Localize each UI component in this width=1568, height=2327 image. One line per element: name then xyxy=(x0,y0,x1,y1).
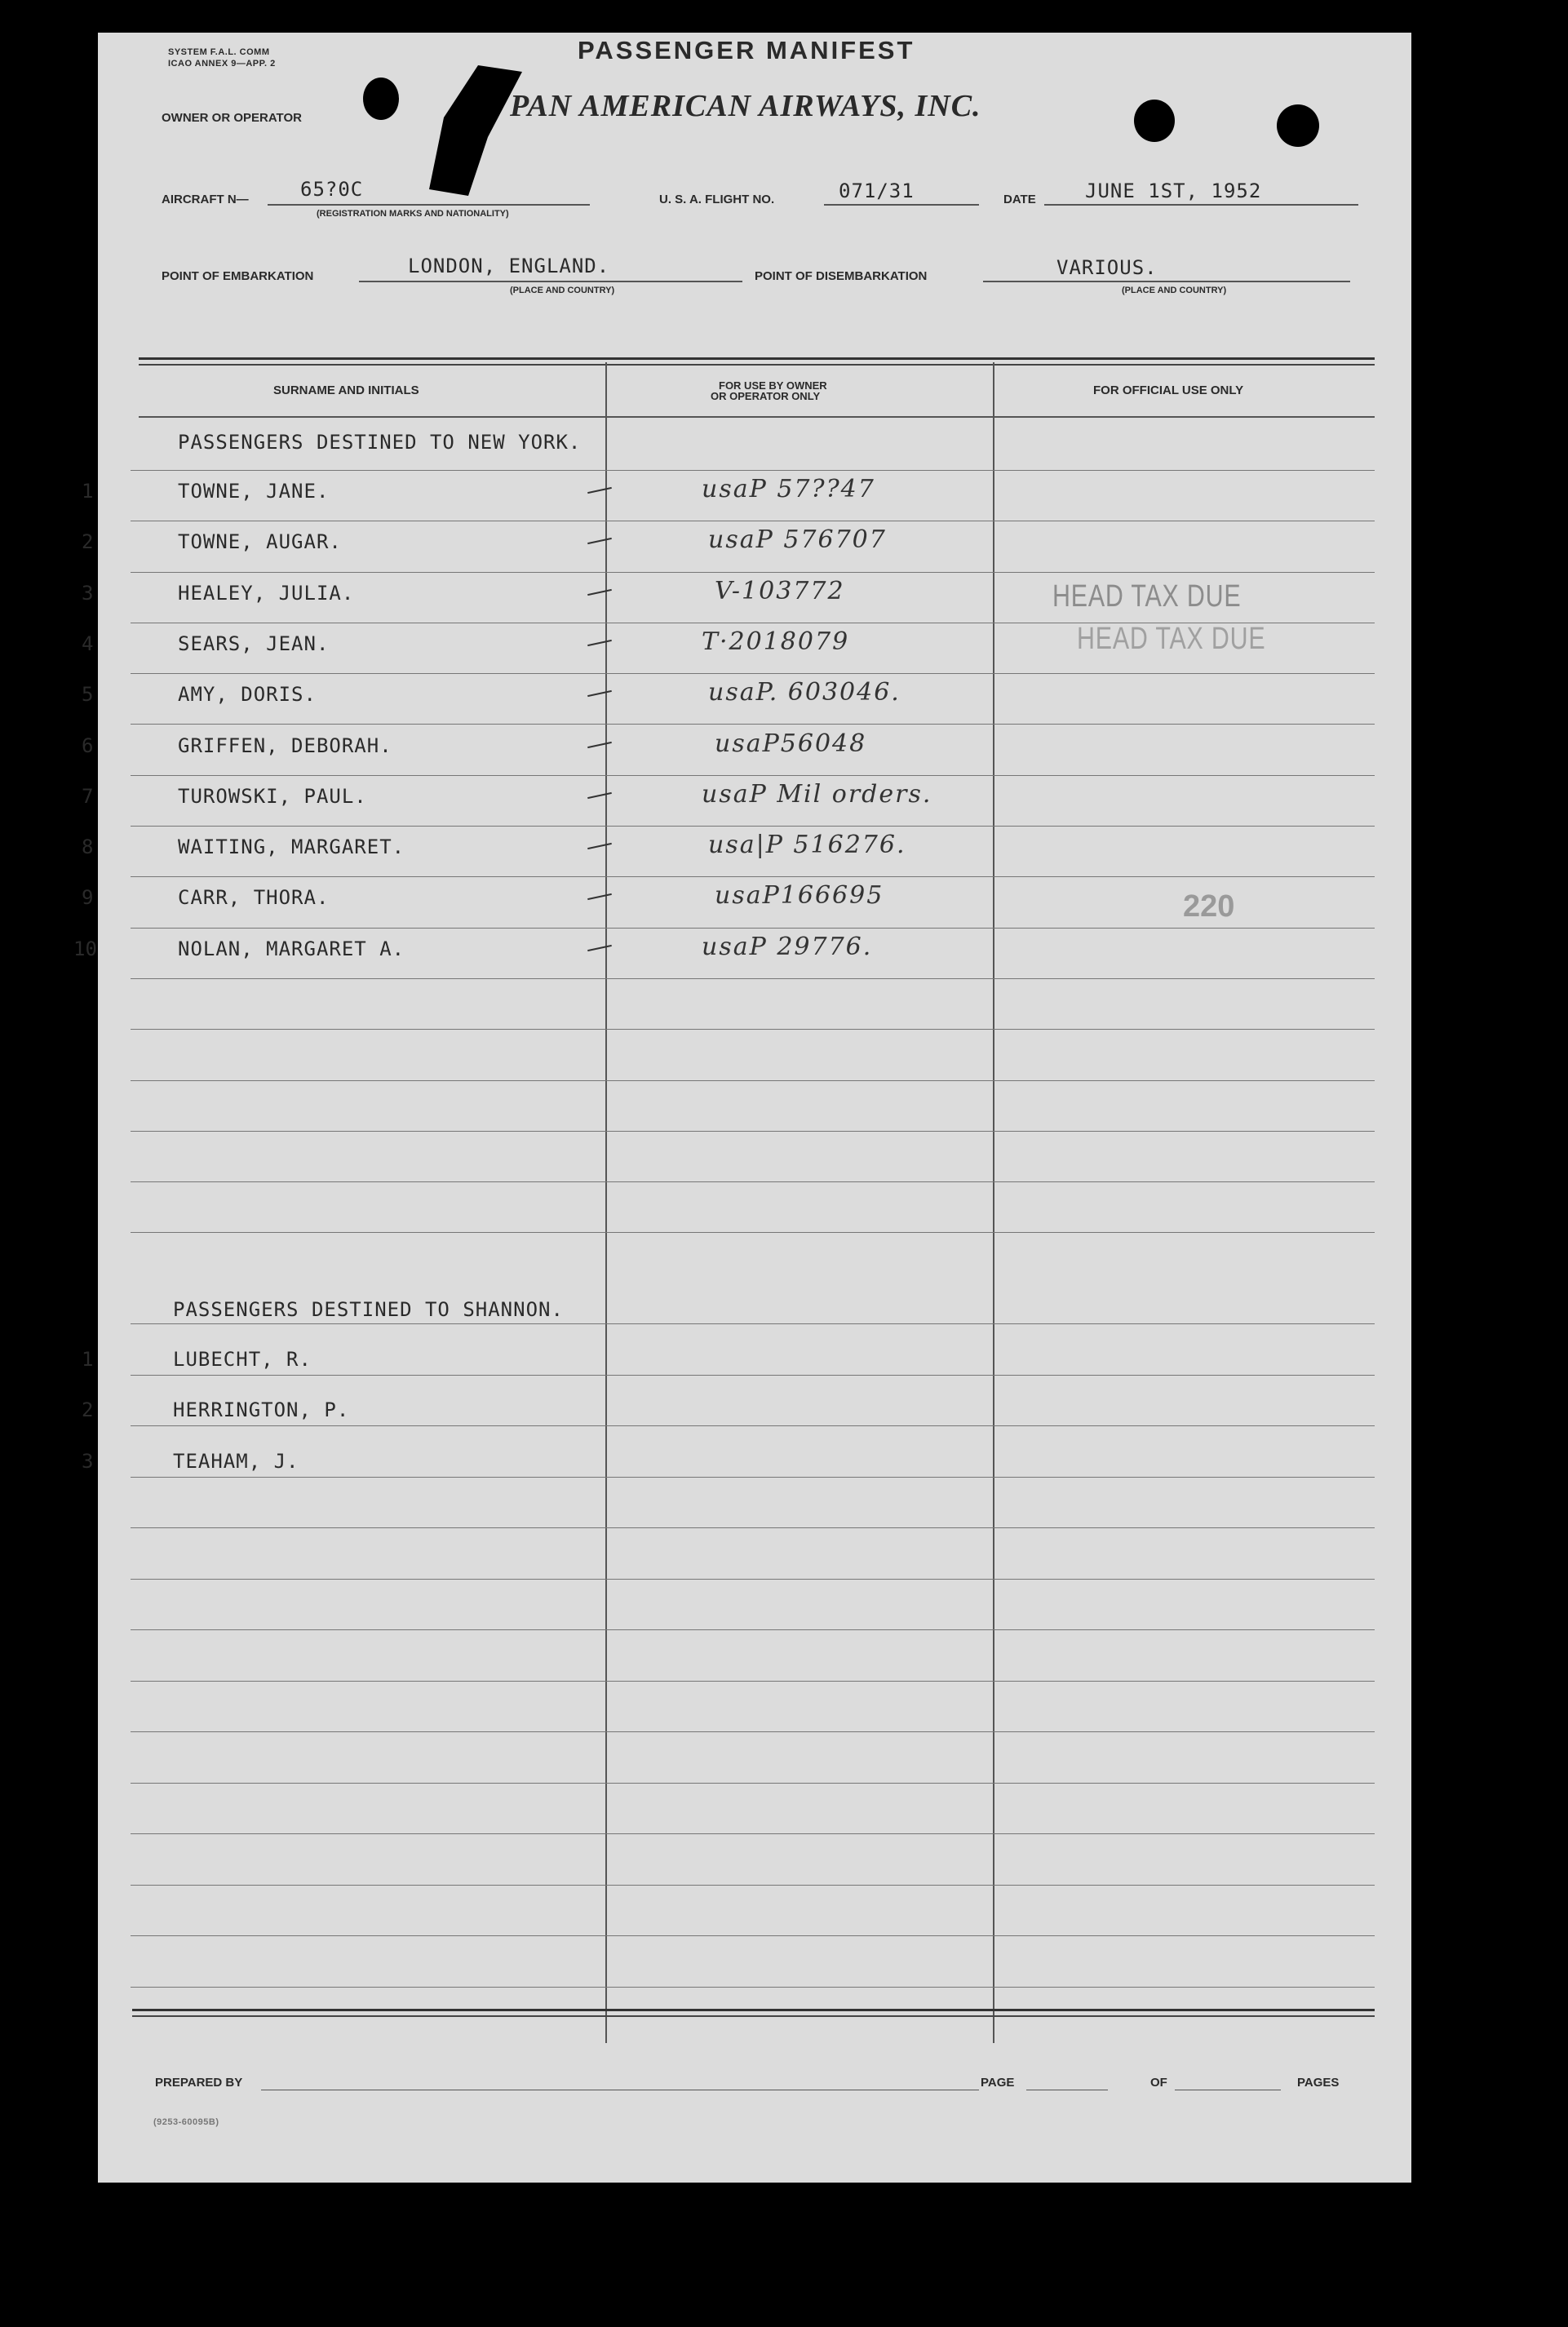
form-number: (9253-60095B) xyxy=(153,2117,219,2127)
passenger-name: TOWNE, AUGAR. xyxy=(178,530,342,554)
form-code-line: ICAO ANNEX 9—APP. 2 xyxy=(168,59,276,69)
passenger-name: TOWNE, JANE. xyxy=(178,480,330,503)
passport-number: usaP 29776. xyxy=(702,932,873,961)
passport-number: usaP. 603046. xyxy=(708,678,901,707)
row-rule xyxy=(131,1783,1375,1784)
passenger-name: WAITING, MARGARET. xyxy=(178,836,405,859)
embark-sublabel: (PLACE AND COUNTRY) xyxy=(510,286,615,295)
passenger-number: 1 xyxy=(82,1348,94,1371)
row-rule xyxy=(131,1527,1375,1528)
row-rule xyxy=(131,1232,1375,1233)
owner-label: OWNER OR OPERATOR xyxy=(162,111,302,125)
check-mark xyxy=(587,588,612,595)
passenger-name: NOLAN, MARGARET A. xyxy=(178,937,405,960)
row-rule xyxy=(131,1029,1375,1030)
row-rule xyxy=(131,978,1375,979)
passport-number: usaP 57??47 xyxy=(702,475,875,503)
passenger-number: 8 xyxy=(82,836,94,859)
row-rule xyxy=(131,1885,1375,1886)
passport-number: usaP56048 xyxy=(715,729,867,758)
check-mark xyxy=(587,893,612,900)
punch-hole xyxy=(1277,104,1319,147)
row-rule xyxy=(131,876,1375,877)
disembark-underline xyxy=(983,281,1350,282)
row-rule xyxy=(131,470,1375,471)
passenger-number: 1 xyxy=(82,480,94,503)
col-header-owner-use: FOR USE BY OWNER xyxy=(719,379,827,392)
passenger-number: 7 xyxy=(82,784,94,808)
check-mark xyxy=(587,690,612,697)
passenger-number: 2 xyxy=(82,530,94,554)
passenger-name: HERRINGTON, P. xyxy=(173,1398,350,1422)
passenger-number: 4 xyxy=(82,632,94,655)
torn-corner xyxy=(424,65,522,196)
disembark-value: VARIOUS. xyxy=(1056,256,1158,279)
form-code-line: SYSTEM F.A.L. COMM xyxy=(168,47,270,57)
check-mark xyxy=(587,640,612,646)
flight-label: U. S. A. FLIGHT NO. xyxy=(659,193,775,206)
check-mark xyxy=(587,487,612,494)
passenger-name: AMY, DORIS. xyxy=(178,683,317,707)
passenger-name: CARR, THORA. xyxy=(178,886,330,910)
row-rule xyxy=(131,1131,1375,1132)
row-rule xyxy=(131,1833,1375,1834)
passenger-name: GRIFFEN, DEBORAH. xyxy=(178,734,392,757)
date-value: JUNE 1ST, 1952 xyxy=(1085,180,1262,202)
col-header-official: FOR OFFICIAL USE ONLY xyxy=(1093,383,1244,397)
row-rule xyxy=(131,1080,1375,1081)
check-mark xyxy=(587,945,612,951)
row-rule xyxy=(131,1629,1375,1630)
page-label: PAGE xyxy=(981,2076,1015,2090)
passenger-name: LUBECHT, R. xyxy=(173,1348,312,1371)
punch-hole xyxy=(1134,100,1175,142)
embark-label: POINT OF EMBARKATION xyxy=(162,269,314,283)
row-rule xyxy=(131,572,1375,573)
passenger-number: 10 xyxy=(73,937,97,960)
row-rule xyxy=(131,1477,1375,1478)
aircraft-sublabel: (REGISTRATION MARKS AND NATIONALITY) xyxy=(317,209,509,219)
row-rule xyxy=(131,1375,1375,1376)
row-rule xyxy=(131,1681,1375,1682)
table-bottom-rule xyxy=(132,2009,1375,2011)
group-heading: PASSENGERS DESTINED TO SHANNON. xyxy=(173,1298,564,1321)
embark-underline xyxy=(359,281,742,282)
operator-name: PAN AMERICAN AIRWAYS, INC. xyxy=(510,89,981,123)
col-header-owner-use: OR OPERATOR ONLY xyxy=(711,390,821,402)
head-tax-stamp: HEAD TAX DUE xyxy=(1077,622,1266,656)
column-divider xyxy=(605,362,607,2043)
row-rule xyxy=(131,1935,1375,1936)
row-rule xyxy=(131,673,1375,674)
passenger-name: HEALEY, JULIA. xyxy=(178,581,355,605)
aircraft-label: AIRCRAFT N— xyxy=(162,193,249,206)
date-label: DATE xyxy=(1003,193,1036,206)
passenger-number: 3 xyxy=(82,1449,94,1473)
header-rule xyxy=(139,416,1375,418)
flight-value: 071/31 xyxy=(839,180,915,202)
passenger-name: TUROWSKI, PAUL. xyxy=(178,784,367,808)
row-rule xyxy=(131,1323,1375,1324)
group-heading: PASSENGERS DESTINED TO NEW YORK. xyxy=(178,431,582,454)
manifest-sheet xyxy=(73,33,1411,2183)
passport-number: usaP 576707 xyxy=(708,525,887,555)
pages-label: PAGES xyxy=(1297,2076,1340,2090)
passenger-name: SEARS, JEAN. xyxy=(178,632,330,655)
col-header-surname: SURNAME AND INITIALS xyxy=(273,383,419,397)
aircraft-value: 65?0C xyxy=(300,178,364,201)
row-rule xyxy=(131,1425,1375,1426)
row-rule xyxy=(131,724,1375,725)
date-underline xyxy=(1044,204,1358,206)
manifest-title: PASSENGER MANIFEST xyxy=(578,36,915,64)
check-mark xyxy=(587,843,612,849)
table-top-rule xyxy=(139,364,1375,366)
row-rule xyxy=(131,1181,1375,1182)
passport-number: T·2018079 xyxy=(702,627,850,656)
stamp-number: 220 xyxy=(1183,889,1235,924)
passenger-number: 6 xyxy=(82,734,94,757)
check-mark xyxy=(587,741,612,747)
check-mark xyxy=(587,792,612,799)
embark-value: LONDON, ENGLAND. xyxy=(408,255,610,277)
passport-number: usa|P 516276. xyxy=(708,831,906,860)
prepared-by-label: PREPARED BY xyxy=(155,2076,243,2090)
of-label: OF xyxy=(1150,2076,1167,2090)
disembark-label: POINT OF DISEMBARKATION xyxy=(755,269,928,283)
row-rule xyxy=(131,826,1375,827)
aircraft-underline xyxy=(268,204,590,206)
passenger-number: 9 xyxy=(82,886,94,910)
passenger-name: TEAHAM, J. xyxy=(173,1449,299,1473)
flight-underline xyxy=(824,204,979,206)
row-rule xyxy=(131,775,1375,776)
passenger-number: 3 xyxy=(82,581,94,605)
table-bottom-rule xyxy=(132,2015,1375,2017)
passenger-number: 5 xyxy=(82,683,94,707)
row-rule xyxy=(131,928,1375,929)
table-top-rule xyxy=(139,357,1375,360)
column-divider xyxy=(993,362,994,2043)
passport-number: usaP166695 xyxy=(715,881,884,911)
row-rule xyxy=(131,1579,1375,1580)
disembark-sublabel: (PLACE AND COUNTRY) xyxy=(1122,286,1227,295)
check-mark xyxy=(587,538,612,544)
head-tax-stamp: HEAD TAX DUE xyxy=(1052,579,1242,614)
row-rule xyxy=(131,1987,1375,1988)
row-rule xyxy=(131,1731,1375,1732)
punch-hole xyxy=(363,78,399,120)
passport-number: V-103772 xyxy=(715,576,845,605)
passport-number: usaP Mil orders. xyxy=(702,779,932,809)
passenger-number: 2 xyxy=(82,1398,94,1422)
